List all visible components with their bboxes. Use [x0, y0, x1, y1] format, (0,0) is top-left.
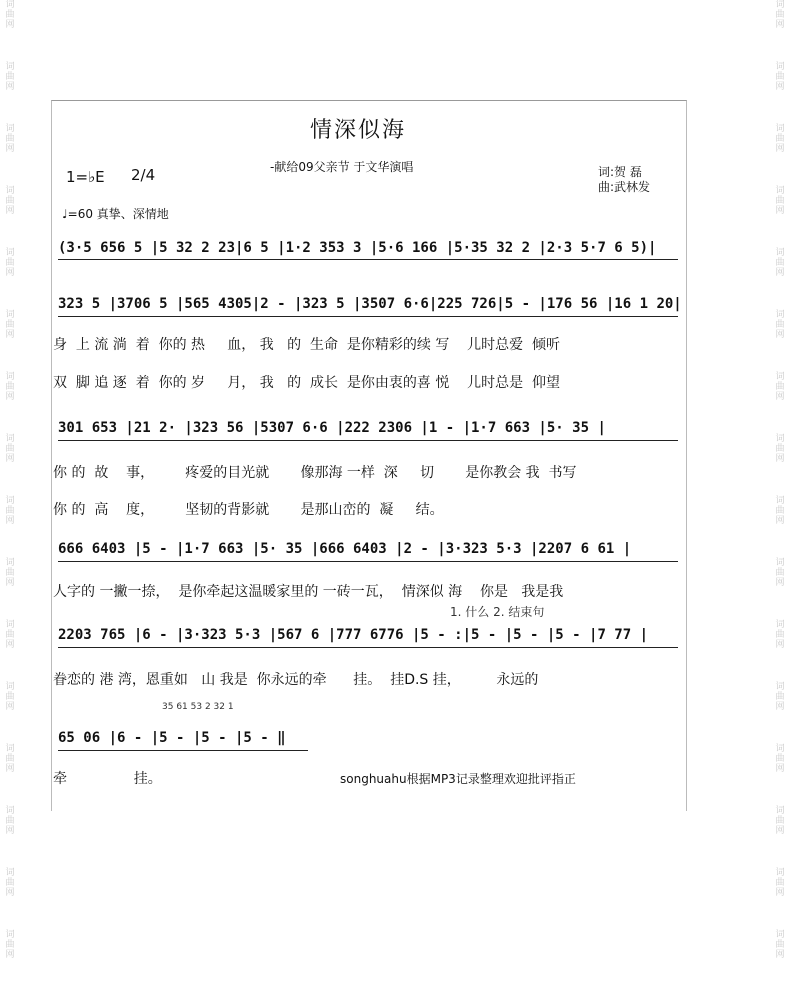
composer: 曲:武林发	[598, 180, 651, 194]
watermark-text: 词曲网	[775, 682, 785, 712]
watermark-text: 词曲网	[775, 186, 785, 216]
score-line-1: (3·5 656 5 |5 32 2 23|6 5 |1·2 353 3 |5·6 166 |5·35 32 2 |2·3 5·7 6 5)|	[58, 240, 657, 256]
watermark-text: 词曲网	[5, 558, 15, 588]
watermark-text: 词曲网	[5, 434, 15, 464]
watermark-text: 词曲网	[775, 806, 785, 836]
watermark-text: 词曲网	[5, 744, 15, 774]
watermark-text: 词曲网	[5, 620, 15, 650]
lyric-line-3-verse-1: 你 的 故 事， 疼爱的目光就 像那海 一样 深 切 是你教会 我 书写	[53, 465, 577, 481]
ending-small-notes: 35 61 53 2 32 1	[162, 702, 234, 712]
score-line-3: 301 653 |21 2· |323 56 |5307 6·6 |222 2306 |1 - |1·7 663 |5· 35 |	[58, 420, 606, 436]
lyric-line-5: 眷恋的 港 湾，恩重如 山 我是 你永远的牵 挂。 挂D.S 挂， 永远的	[53, 672, 539, 688]
watermark-text: 词曲网	[5, 682, 15, 712]
transcriber-credit: songhuahu根据MP3记录整理欢迎批评指正	[340, 772, 576, 786]
watermark-text: 词曲网	[5, 868, 15, 898]
watermark-text: 词曲网	[5, 930, 15, 960]
watermark-text: 词曲网	[775, 930, 785, 960]
watermark-text: 词曲网	[5, 186, 15, 216]
watermark-text: 词曲网	[775, 620, 785, 650]
watermark-text: 词曲网	[775, 0, 785, 30]
watermark-text: 词曲网	[5, 372, 15, 402]
watermark-text: 词曲网	[5, 310, 15, 340]
lyric-line-4: 人字的 一撇一捺， 是你牵起这温暖家里的 一砖一瓦， 情深似 海 你是 我是我	[53, 584, 564, 600]
score-line-5: 2203 765 |6 - |3·323 5·3 |567 6 |777 6776 |5 - :|5 - |5 - |5 - |7 77 |	[58, 627, 649, 643]
lyricist: 词:贺 磊	[598, 165, 642, 179]
watermark-text: 词曲网	[775, 744, 785, 774]
score-line-6: 65 06 |6 - |5 - |5 - |5 - ‖	[58, 730, 286, 746]
watermark-text: 词曲网	[775, 310, 785, 340]
lyric-line-3-verse-2: 你 的 高 度， 坚韧的背影就 是那山峦的 凝 结。	[53, 502, 444, 518]
watermark-text: 词曲网	[775, 558, 785, 588]
song-title: 情深似海	[310, 118, 407, 143]
beam-line-3	[58, 440, 678, 441]
score-line-2: 323 5 |3706 5 |565 4305|2 - |323 5 |3507 6·6|225 726|5 - |176 56 |16 1 20|	[58, 296, 682, 312]
volta-brackets: 1. 什么 2. 结束句	[450, 605, 545, 619]
beam-line-2	[58, 316, 678, 317]
watermark-text: 词曲网	[775, 248, 785, 278]
watermark-text: 词曲网	[5, 0, 15, 30]
score-line-4: 666 6403 |5 - |1·7 663 |5· 35 |666 6403 |2 - |3·323 5·3 |2207 6 61 |	[58, 541, 632, 557]
watermark-text: 词曲网	[5, 496, 15, 526]
watermark-text: 词曲网	[5, 62, 15, 92]
watermark-text: 词曲网	[5, 806, 15, 836]
beam-line-1	[58, 259, 678, 260]
watermark-text: 词曲网	[775, 62, 785, 92]
watermark-right	[773, 0, 787, 992]
tempo-marking: ♩=60 真挚、深情地	[62, 207, 169, 221]
song-subtitle: -献给09父亲节 于文华演唱	[270, 160, 414, 174]
watermark-text: 词曲网	[775, 496, 785, 526]
watermark-text: 词曲网	[5, 124, 15, 154]
beam-line-6	[58, 750, 308, 751]
watermark-left	[3, 0, 17, 992]
lyric-line-2-verse-1: 身 上 流 淌 着 你的 热 血， 我 的 生命 是你精彩的续 写 儿时总爱 倾听	[53, 337, 561, 353]
watermark-text: 词曲网	[775, 124, 785, 154]
beam-line-5	[58, 647, 678, 648]
time-signature: 2/4	[131, 166, 156, 184]
watermark-text: 词曲网	[775, 372, 785, 402]
key-signature: 1=♭E	[66, 168, 105, 186]
watermark-text: 词曲网	[775, 434, 785, 464]
lyric-line-2-verse-2: 双 脚 追 逐 着 你的 岁 月， 我 的 成长 是你由衷的喜 悦 儿时总是 仰望	[53, 375, 561, 391]
beam-line-4	[58, 561, 678, 562]
lyric-line-6: 牵 挂。	[53, 771, 162, 787]
watermark-text: 词曲网	[5, 248, 15, 278]
watermark-text: 词曲网	[775, 868, 785, 898]
